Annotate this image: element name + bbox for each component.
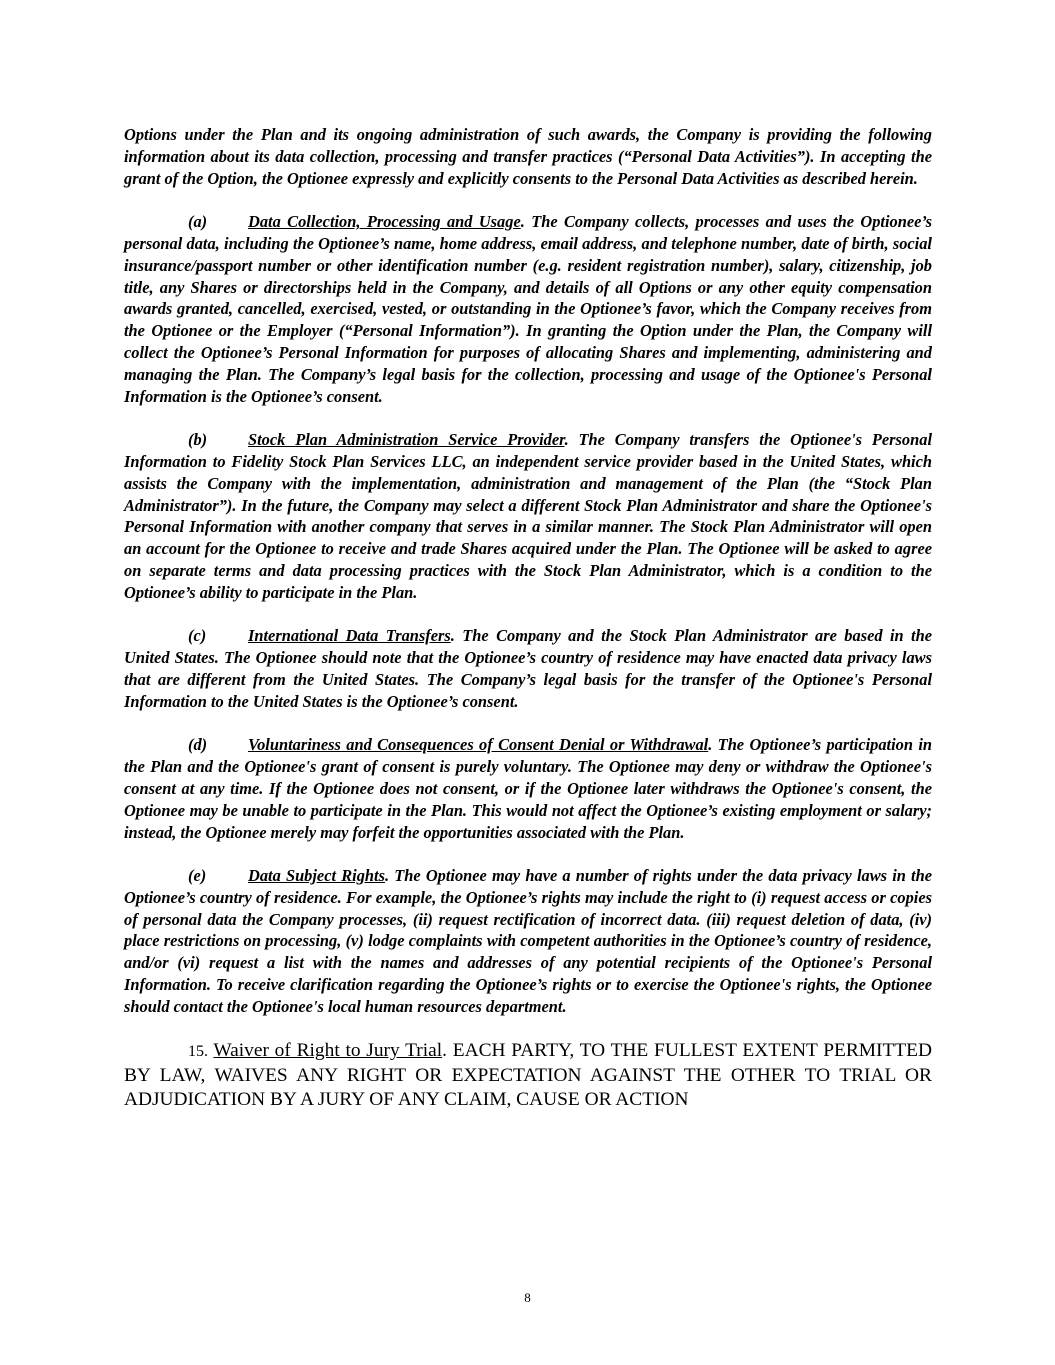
subsection-heading-punct: . [450, 626, 455, 646]
subsection-body: The Company collects, processes and uses the Optionee’s personal data, including the Optionee’s name, home address, email address, and telephone number, date of birth, social insurance/passport number or other identification number (e.g. resident registration number), salary, citizenship, job title, any Shares or directorships held in the Company, and details of all Options or any other equity compensation awards granted, cancelled, exercised, vested, or outstanding in the Optionee’s favor, which the Company receives from the Optionee or the Employer (“Personal Information”). In granting the Option under the Plan, the Company will collect the Optionee’s Personal Information for purposes of allocating Shares and implementing, administering and managing the Plan. The Company’s legal basis for the collection, processing and usage of the Optionee's Personal Information is the Optionee’s consent. [124, 212, 933, 406]
subsection-heading-punct: . [564, 430, 569, 450]
subsection-heading-punct: . [708, 735, 713, 755]
subsection-heading: International Data Transfers [248, 626, 451, 646]
section-body: EACH PARTY, TO THE FULLEST EXTENT PERMITTED BY LAW, WAIVES ANY RIGHT OR EXPECTATION AGAINST THE OTHER TO TRIAL OR ADJUDICATION BY A JURY OF ANY CLAIM, CAUSE OR ACTION [124, 1040, 933, 1111]
subsection-label: (d) [188, 735, 208, 755]
subsection-heading: Voluntariness and Consequences of Consent Denial or Withdrawal [248, 735, 709, 755]
section-heading: Waiver of Right to Jury Trial [213, 1040, 443, 1062]
section-15-jury-waiver [124, 1039, 932, 1112]
subsection-heading: Data Collection, Processing and Usage [248, 212, 521, 232]
subsection-label: (c) [188, 626, 207, 646]
subsection-heading: Stock Plan Administration Service Provider [248, 430, 565, 450]
subsection-label: (e) [188, 866, 207, 886]
subsection-a [124, 211, 932, 407]
subsection-label: (a) [188, 212, 208, 232]
subsection-b [124, 429, 932, 603]
subsection-body: The Optionee’s participation in the Plan and the Optionee's grant of consent is purely voluntary. The Optionee may deny or withdraw the Optionee's consent at any time. If the Optionee does not consent, or if the Optionee later withdraws the Optionee's consent, the Optionee may be unable to participate in the Plan. This would not affect the Optionee’s existing employment or salary; instead, the Optionee merely may forfeit the opportunities associated with the Plan. [124, 735, 932, 842]
document-page [124, 124, 932, 1132]
subsection-c [124, 625, 932, 712]
subsection-body: The Optionee may have a number of rights under the data privacy laws in the Optionee’s country of residence. For example, the Optionee’s rights may include the right to (i) request access or copies of personal data the Company processes, (ii) request rectification of incorrect data. (iii) request deletion of data, (iv) place restrictions on processing, (v) lodge complaints with competent authorities in the Optionee’s country of residence, and/or (vi) request a list with the names and addresses of any potential recipients of the Optionee's Personal Information. To receive clarification regarding the Optionee’s rights or to exercise the Optionee's rights, the Optionee should contact the Optionee's local human resources department. [124, 866, 932, 1016]
subsection-label: (b) [188, 430, 208, 450]
page-number: 8 [524, 1290, 531, 1305]
subsection-heading-punct: . [384, 866, 390, 886]
subsection-heading: Data Subject Rights [248, 866, 385, 886]
section-heading-punct: . [442, 1040, 447, 1062]
subsection-e [124, 865, 932, 1018]
subsection-d [124, 734, 932, 843]
section-number: 15. [188, 1043, 208, 1061]
subsection-body: The Company transfers the Optionee's Personal Information to Fidelity Stock Plan Services LLC, an independent service provider based in the United States, which assists the Company with the implementation, administration and management of the Plan (the “Stock Plan Administrator”). In the future, the Company may select a different Stock Plan Administrator and share the Optionee's Personal Information with another company that serves in a similar manner. The Stock Plan Administrator will open an account for the Optionee to receive and trade Shares acquired under the Plan. The Optionee will be asked to agree on separate terms and data processing practices with the Stock Plan Administrator, which is a condition to the Optionee’s ability to participate in the Plan. [124, 430, 932, 602]
subsection-heading-punct: . [520, 212, 525, 232]
subsection-body: The Company and the Stock Plan Administrator are based in the United States. The Optionee should note that the Optionee’s country of residence may have enacted data privacy laws that are different from the United States. The Company’s legal basis for the transfer of the Optionee's Personal Information to the United States is the Optionee’s consent. [124, 626, 932, 711]
intro-paragraph: Options under the Plan and its ongoing administration of such awards, the Company is providing the following information about its data collection, processing and transfer practices (“Personal Data Activities”). In accepting the grant of the Option, the Optionee expressly and explicitly consents to the Personal Data Activities as described herein. [124, 125, 932, 188]
